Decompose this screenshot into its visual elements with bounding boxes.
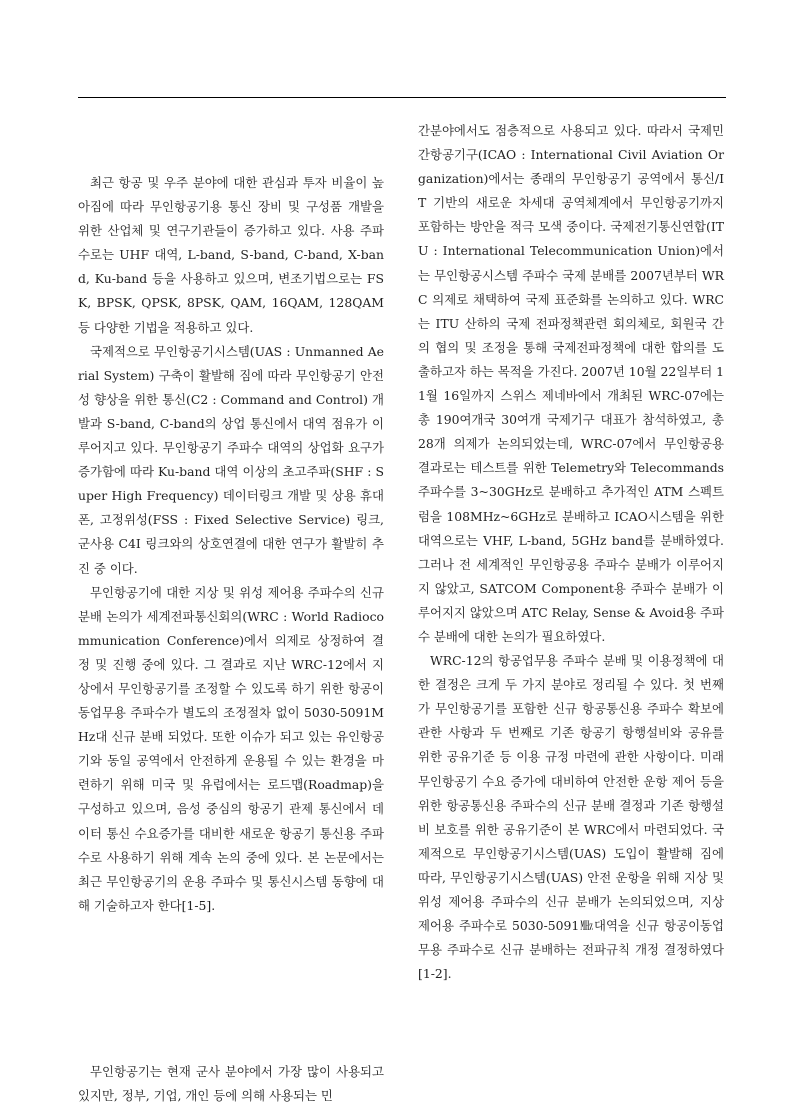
paragraph-icao-itu: 간분야에서도 점층적으로 사용되고 있다. 따라서 국제민간항공기구(ICAO : International Civil Aviation Organization)에서는 종래의 무인항공기 공역에서 통신/IT 기반의 새로운 차세대 공역체계에서 무인항공기까지 포함하는 방안을 적극 모색 중이다. 국제전기통신연합(ITU : International Telecommunication Union)에서는 무인항공시스템 주파수 국제 분배를 2007년부터 WRC 의제로 채택하여 국제 표준화를 논의하고 있다. WRC는 ITU 산하의 국제 전파정책관련 회의체로, 회원국 간의 협의 및 조정을 통해 국제전파정책에 대한 합의를 도출하고자 하는 목적을 가진다. 2007년 10월 22일부터 11월 16일까지 스위스 제네바에서 개최된 WRC-07에는 총 190여개국 30여개 국제기구 대표가 참석하였고, 총 28개 의제가 논의되었는데, WRC-07에서 무인항공용 결과로는 테스트를 위한 Telemetry와 Telecommands 주파수를 3~30GHz로 분배하고 추가적인 ATM 스펙트럼을 108MHz~6GHz로 분배하고 ICAO시스템을 위한 대역으로는 VHF, L-band, 5GHz band를 분배하였다. 그러나 전 세계적인 무인항공용 주파수 분배가 이루어지지 않았고, SATCOM Component용 주파수 분배가 이루어지지 않았으며 ATC Relay, Sense & Avoid용 주파수 분배에 대한 논의가 필요하였다. <box>418 123 724 644</box>
paragraph-uas: 국제적으로 무인항공기시스템(UAS : Unmanned Aerial System) 구축이 활발해 짐에 따라 무인항공기 안전성 향상을 위한 통신(C2 : Command and Control) 개발과 S-band, C-band의 상업 통신에서 대역 점유가 이루어지고 있다. 무인항공기 주파수 대역의 상업화 요구가 증가함에 따라 Ku-band 대역 이상의 초고주파(SHF : Super High Frequency) 데이터링크 개발 및 상용 휴대폰, 고정위성(FSS : Fixed Selective Service) 링크, 군사용 C4I 링크와의 상호연결에 대한 연구가 활발히 추진 중 이다. <box>78 343 384 576</box>
paragraph-wrc12: WRC-12의 항공업무용 주파수 분배 및 이용정책에 대한 결정은 크게 두 가지 분야로 정리될 수 있다. 첫 번째가 무인항공기를 포함한 신규 항공통신용 주파수 확보에 관한 사항과 두 번째로 기존 항공기 항행설비와 공유를 위한 공유기준 등 이용 규정 마련에 관한 사항이다. 미래 무인항공기 수요 증가에 대비하여 안전한 운항 제어 등을 위한 항공통신용 주파수의 신규 분배 결정과 기존 항행설비 보호를 위한 공유기준이 본 WRC에서 마련되었다. 국제적으로 무인항공기시스템(UAS) 도입이 활발해 짐에 따라, 무인항공기시스템(UAS) 안전 운항을 위해 지상 및 위성 제어용 주파수의 신규 분배가 논의되었으며, 지상 제어용 주파수로 5030-5091㎒대역을 신규 항공이동업무용 주파수로 신규 분배하는 전파규칙 개정 결정하였다[1-2]. <box>418 653 724 982</box>
paragraph-civil-use: 무인항공기는 현재 군사 분야에서 가장 많이 사용되고 있지만, 정부, 기업, 개인 등에 의해 사용되는 민 <box>78 1063 384 1103</box>
paragraph-intro: 최근 항공 및 우주 분야에 대한 관심과 투자 비율이 높아짐에 따라 무인항공기용 통신 장비 및 구성품 개발을 위한 산업체 및 연구기관들이 증가하고 있다. 사용 주파수로는 UHF 대역, L-band, S-band, C-band, X-band, Ku-band 등을 사용하고 있으며, 변조기법으로는 FSK, BPSK, QPSK, 8PSK, QAM, 16QAM, 128QAM 등 다양한 기법을 적용하고 있다. <box>78 175 384 335</box>
header-rule <box>78 97 726 98</box>
paragraph-wrc: 무인항공기에 대한 지상 및 위성 제어용 주파수의 신규 분배 논의가 세계전파통신회의(WRC : World Radiocommunication Conference)에서 의제로 상정하여 결정 및 진행 중에 있다. 그 결과로 지난 WRC-12에서 지상에서 무인항공기를 조정할 수 있도록 하기 위한 항공이동업무용 주파수가 별도의 조정절차 없이 5030-5091MHz대 신규 분배 되었다. 또한 이슈가 되고 있는 유인항공기와 동일 공역에서 안전하게 운용될 수 있는 환경을 마련하기 위해 미국 및 유럽에서는 로드맵(Roadmap)을 구성하고 있으며, 음성 중심의 항공기 관제 통신에서 데이터 통신 수요증가를 대비한 새로운 항공기 통신용 주파수로 사용하기 위해 계속 논의 중에 있다. 본 논문에서는 최근 무인항공기의 운용 주파수 및 통신시스템 동향에 대해 기술하고자 한다[1-5]. <box>78 584 384 913</box>
right-column <box>418 119 724 986</box>
left-column <box>78 171 384 1108</box>
